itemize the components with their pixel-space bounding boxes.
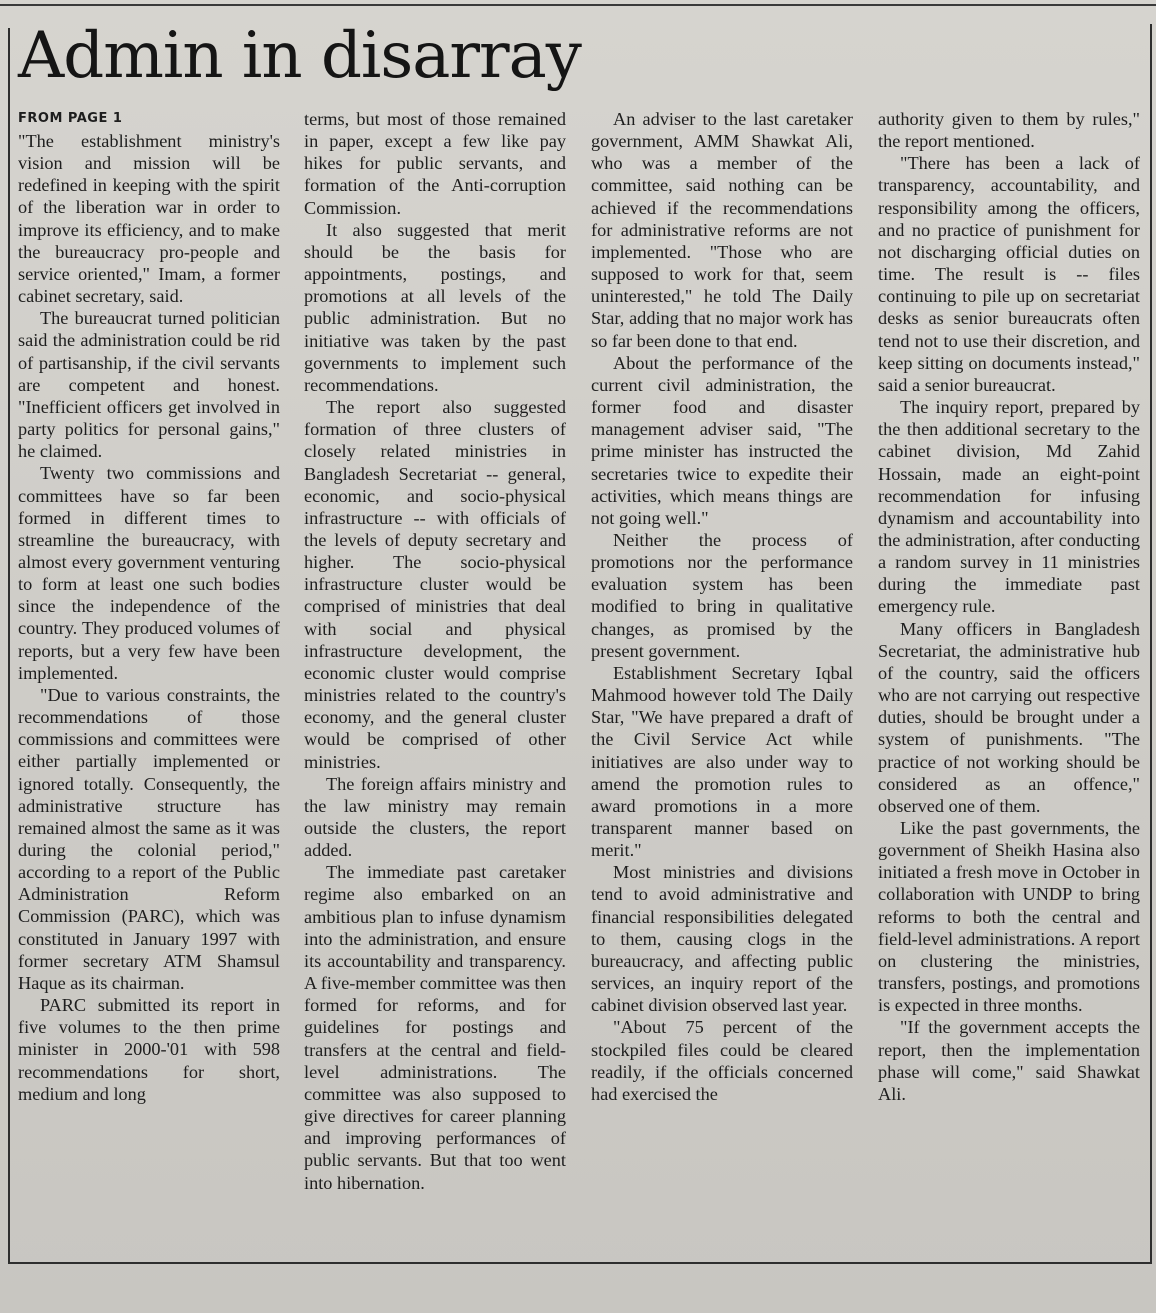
continuation-kicker: FROM PAGE 1 bbox=[18, 111, 123, 126]
right-border-rule bbox=[1150, 24, 1152, 1264]
paragraph: The inquiry report, prepared by the then additional secretary to the cabinet division, Md Zahid Hossain, made an eight-point recommendation for infusing dynamism and accountability into the administration, after conducting a random survey in 11 ministries during the immediate past emergency rule. bbox=[878, 397, 1140, 617]
paragraph: "If the government accepts the report, then the implementation phase will come," said Shawkat Ali. bbox=[878, 1017, 1140, 1104]
headline: Admin in disarray bbox=[18, 19, 581, 93]
paragraph: "Due to various constraints, the recommendations of those commissions and committees were either partially implemented or ignored totally. Consequently, the administrative structure has remained almost the same as it was during the colonial period," according to a report of the Public Administration Reform Commission (PARC), which was constituted in January 1997 with former secretary ATM Shamsul Haque as its chairman. bbox=[18, 684, 280, 993]
paragraph: Neither the process of promotions nor the performance evaluation system has been modified to bring in qualitative changes, as promised by the present government. bbox=[591, 529, 853, 661]
article-column-3 bbox=[591, 108, 853, 1258]
paragraph: The bureaucrat turned politician said the administration could be rid of partisanship, if the civil servants are competent and honest. "Inefficient officers get involved in party politics for personal gains," he claimed. bbox=[18, 308, 280, 462]
article-column-1 bbox=[18, 108, 280, 1258]
paragraph: The foreign affairs ministry and the law ministry may remain outside the clusters, the report added. bbox=[304, 773, 566, 861]
article-column-2 bbox=[304, 108, 566, 1258]
paragraph: An adviser to the last caretaker government, AMM Shawkat Ali, who was a member of the committee, said nothing can be achieved if the recommendations for administrative reforms are not implemented. "Those who are supposed to work for that, seem uninterested," he told The Daily Star, adding that no major work has so far been done to that end. bbox=[591, 109, 853, 351]
top-rule bbox=[0, 4, 1156, 6]
paragraph: Like the past governments, the government of Sheikh Hasina also initiated a fresh move in October in collaboration with UNDP to bring reforms to both the central and field-level administrations. A report on clustering the ministries, transfers, postings, and promotions is expected in three months. bbox=[878, 818, 1140, 1016]
article-column-4 bbox=[878, 108, 1140, 1258]
paragraph: Many officers in Bangladesh Secretariat, the administrative hub of the country, said the officers who are not carrying out respective duties, should be brought under a system of punishments. "The practice of not working should be considered as an offence," observed one of them. bbox=[878, 618, 1140, 816]
bottom-border-rule bbox=[8, 1262, 1152, 1264]
paragraph: The immediate past caretaker regime also embarked on an ambitious plan to infuse dynamism into the administration, and ensure its accountability and transparency. A five-member committee was then formed for reforms, and for guidelines for postings and transfers at the central and field-level administrations. The committee was also supposed to give directives for career planning and improving performances of public servants. But that too went into hibernation. bbox=[304, 862, 566, 1193]
paragraph: About the performance of the current civil administration, the former food and disaster management adviser said, "The prime minister has instructed the secretaries twice to expedite their activities, which means things are not going well." bbox=[591, 352, 853, 528]
paragraph: Establishment Secretary Iqbal Mahmood however told The Daily Star, "We have prepared a draft of the Civil Service Act while initiatives are also under way to amend the promotion rules to award promotions in a more transparent manner based on merit." bbox=[591, 662, 853, 861]
paragraph: It also suggested that merit should be the basis for appointments, postings, and promotions at all levels of the public administration. But no initiative was taken by the past governments to implement such recommendations. bbox=[304, 219, 566, 395]
paragraph: PARC submitted its report in five volumes to the then prime minister in 2000-'01 with 598 recommendations for short, medium and long bbox=[18, 995, 280, 1104]
paragraph: terms, but most of those remained in paper, except a few like pay hikes for public servants, and formation of the Anti-corruption Commission. bbox=[304, 109, 566, 218]
paragraph: Twenty two commissions and committees have so far been formed in different times to streamline the bureaucracy, with almost every government venturing to form at least one such bodies since the independence of the country. They produced volumes of reports, but a very few have been implemented. bbox=[18, 463, 280, 683]
paragraph: Most ministries and divisions tend to avoid administrative and financial responsibilities delegated to them, causing clogs in the bureaucracy, and affecting public services, an inquiry report of the cabinet division observed last year. bbox=[591, 862, 853, 1016]
paragraph: authority given to them by rules," the report mentioned. bbox=[878, 109, 1140, 152]
paragraph: The report also suggested formation of three clusters of closely related ministries in Bangladesh Secretariat -- general, economic, and socio-physical infrastructure -- with officials of the levels of deputy secretary and higher. The socio-physical infrastructure cluster would be comprised of ministries that deal with social and physical infrastructure development, the economic cluster would comprise ministries related to the country's economy, and the general cluster would be comprised of other ministries. bbox=[304, 397, 566, 772]
paragraph: "About 75 percent of the stockpiled files could be cleared readily, if the officials concerned had exercised the bbox=[591, 1017, 853, 1104]
paragraph: "The establishment ministry's vision and mission will be redefined in keeping with the spirit of the liberation war in order to improve its efficiency, and to make the bureaucracy pro-people and service oriented," Imam, a former cabinet secretary, said. bbox=[18, 131, 280, 307]
left-border-rule bbox=[8, 28, 10, 1263]
paragraph: "There has been a lack of transparency, accountability, and responsibility among the officers, and no practice of punishment for not discharging official duties on time. The result is -- files continuing to pile up on secretariat desks as senior bureaucrats often tend not to use their discretion, and keep sitting on documents instead," said a senior bureaucrat. bbox=[878, 153, 1140, 395]
